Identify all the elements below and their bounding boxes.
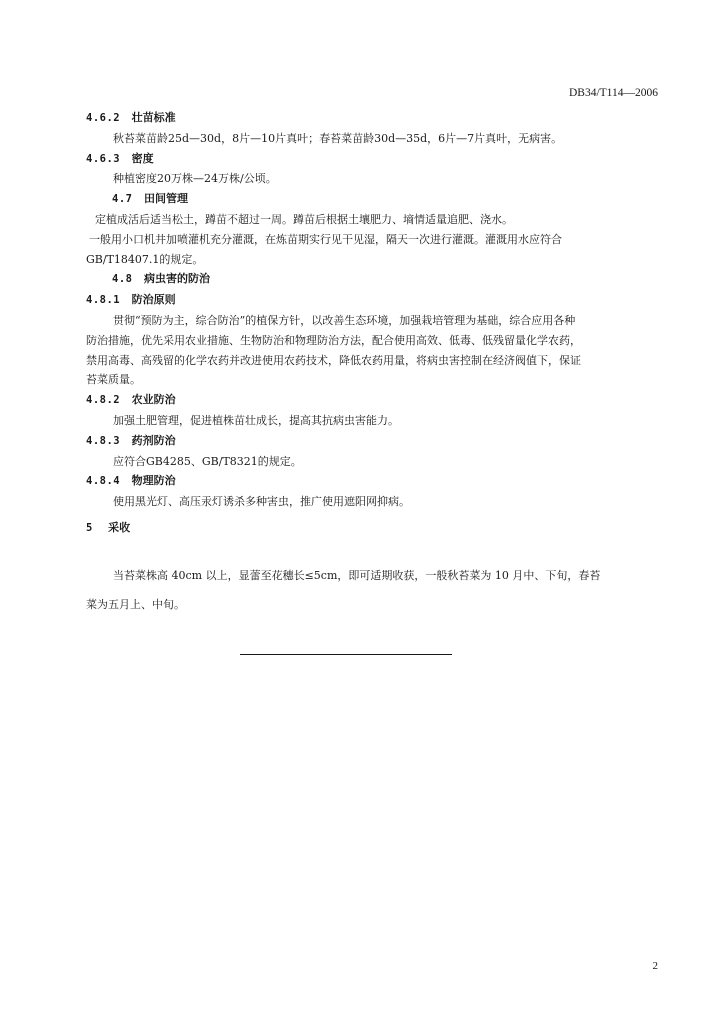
section-title: 物理防治 <box>131 474 176 488</box>
section-heading-5 <box>86 518 658 539</box>
section-body: GB/T18407.1的规定。 <box>86 252 204 266</box>
section-number: 4.8.3 <box>86 434 121 447</box>
section-heading-4-8-3 <box>86 431 658 452</box>
section-body: 加强土肥管理，促进植株苗壮成长，提高其抗病虫害能力。 <box>113 413 399 427</box>
page-number: 2 <box>652 960 658 972</box>
section-heading-4-8-2 <box>86 390 658 411</box>
section-body-line: 防治措施，优先采用农业措施、生物防治和物理防治方法，配合使用高效、低毒、低残留量化学农药， <box>86 333 581 347</box>
section-number: 4.8 <box>112 273 133 286</box>
section-heading-4-7 <box>86 189 658 210</box>
section-heading-4-6-3 <box>86 149 658 170</box>
section-heading-4-6-2 <box>86 108 658 129</box>
section-body: 应符合GB4285、GB/T8321的规定。 <box>113 454 302 468</box>
section-body-line: 苔菜质量。 <box>86 373 141 387</box>
section-title: 农业防治 <box>131 393 176 407</box>
document-code: DB34/T114—2006 <box>568 87 658 99</box>
section-body-line: 当苔菜株高 40cm 以上，显蕾至花穗长≤5cm，即可适期收获，一般秋苔菜为 10 月中、下旬，春苔 <box>113 568 601 582</box>
document-body <box>86 108 658 619</box>
section-heading-4-8-4 <box>86 471 658 492</box>
section-number: 4.7 <box>112 193 133 206</box>
section-body-line: 贯彻“预防为主，综合防治”的植保方针，以改善生态环境，加强栽培管理为基础，综合应用各种 <box>113 313 576 327</box>
section-number: 4.8.4 <box>86 475 121 488</box>
section-title: 采收 <box>108 520 131 534</box>
section-title: 密度 <box>131 151 154 165</box>
section-number: 4.8.2 <box>86 394 121 407</box>
section-title: 病虫害的防治 <box>143 272 210 286</box>
section-body-line: 菜为五月上、中旬。 <box>86 597 185 611</box>
section-body: 一般用小口机井加喷灌机充分灌溉，在炼苗期实行见干见湿，隔天一次进行灌溉。灌溉用水应符合 <box>89 232 562 246</box>
section-title: 壮苗标准 <box>131 111 176 124</box>
section-number: 4.6.2 <box>86 112 121 124</box>
end-rule <box>240 654 452 655</box>
section-heading-4-8-1 <box>86 290 658 311</box>
section-body: 秋苔菜苗龄25d—30d，8片—10片真叶；春苔菜苗龄30d—35d，6片—7片真叶，无病害。 <box>113 131 563 145</box>
section-body-line: 禁用高毒、高残留的化学农药并改进使用农药技术，降低农药用量，将病虫害控制在经济阀值下，保证 <box>86 353 581 367</box>
section-title: 防治原则 <box>131 293 176 307</box>
section-number: 4.8.1 <box>86 294 121 307</box>
section-number: 5 <box>86 521 93 534</box>
section-number: 4.6.3 <box>86 152 121 165</box>
section-title: 田间管理 <box>143 192 188 206</box>
section-body: 定植成活后适当松土，蹲苗不超过一周。蹲苗后根据土壤肥力、墒情适量追肥、浇水。 <box>95 212 513 226</box>
section-title: 药剂防治 <box>131 433 176 447</box>
section-heading-4-8 <box>86 269 658 290</box>
section-body: 种植密度20万株—24万株/公顷。 <box>113 172 277 186</box>
section-body: 使用黑光灯、高压汞灯诱杀多种害虫，推广使用遮阳网抑病。 <box>113 495 410 509</box>
